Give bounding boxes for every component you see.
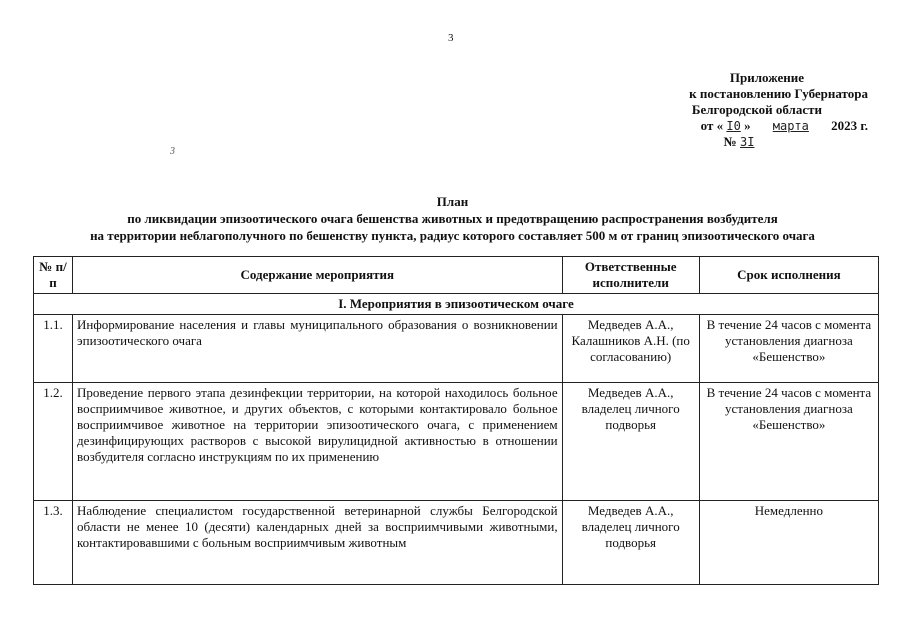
- row-responsible: Медведев А.А., Калашников А.Н. (по согласованию): [562, 315, 699, 383]
- header-num: № п/п: [34, 257, 73, 294]
- appendix-date: [568, 118, 868, 134]
- plan-table: [33, 256, 879, 585]
- row-responsible: Медведев А.А., владелец личного подворья: [562, 383, 699, 501]
- document-title: [0, 193, 905, 244]
- table-header-row: [34, 257, 879, 294]
- title-line-2: по ликвидации эпизоотического очага бешенства животных и предотвращению распространения возбудителя: [127, 211, 778, 226]
- row-num: 1.3.: [34, 501, 73, 585]
- table-row: [34, 383, 879, 501]
- row-term: Немедленно: [699, 501, 878, 585]
- date-mid: »: [744, 118, 751, 133]
- title-line-3: на территории неблагополучного по бешенству пункта, радиус которого составляет 500 м от границ эпизоотического очага: [90, 228, 815, 243]
- appendix-number: [568, 134, 868, 150]
- date-day: I0: [726, 119, 741, 133]
- date-year: 2023 г.: [831, 118, 868, 133]
- number-value: 3I: [740, 135, 755, 149]
- date-prefix: от «: [700, 118, 724, 133]
- appendix-line-1: Приложение: [729, 70, 804, 85]
- appendix-line-2: к постановлению Губернатора: [689, 86, 868, 101]
- header-content: Содержание мероприятия: [73, 257, 563, 294]
- header-term: Срок исполнения: [699, 257, 878, 294]
- date-month: марта: [772, 119, 809, 133]
- appendix-header: [568, 70, 868, 150]
- table-row: [34, 315, 879, 383]
- row-num: 1.1.: [34, 315, 73, 383]
- number-prefix: №: [723, 134, 737, 149]
- row-term: В течение 24 часов с момента установления диагноза «Бешенство»: [699, 383, 878, 501]
- section-row: [34, 294, 879, 315]
- row-content: Наблюдение специалистом государственной ветеринарной службы Белгородской области не менее 10 (десяти) календарных дней за восприимчивыми животными, контактировавшими с больным восприимчивым животным: [73, 501, 563, 585]
- title-line-1: План: [436, 194, 469, 209]
- appendix-line-3: Белгородской области: [691, 102, 822, 117]
- stray-mark: 3: [170, 146, 175, 157]
- row-term: В течение 24 часов с момента установления диагноза «Бешенство»: [699, 315, 878, 383]
- header-responsible: Ответственные исполнители: [562, 257, 699, 294]
- row-num: 1.2.: [34, 383, 73, 501]
- row-content: Проведение первого этапа дезинфекции территории, на которой находилось больное восприимчивое животное, и других объектов, с которыми контактировало больное восприимчивое животное на территории эпизоотического очага, с применением дезинфицирующих растворов с высокой вирулицидной активностью в отношении возбудителя согласно инструкциям по их применению: [73, 383, 563, 501]
- table-row: [34, 501, 879, 585]
- row-content: Информирование населения и главы муниципального образования о возникновении эпизоотического очага: [73, 315, 563, 383]
- section-title: I. Мероприятия в эпизоотическом очаге: [34, 294, 879, 315]
- row-responsible: Медведев А.А., владелец личного подворья: [562, 501, 699, 585]
- page-number: 3: [448, 32, 454, 44]
